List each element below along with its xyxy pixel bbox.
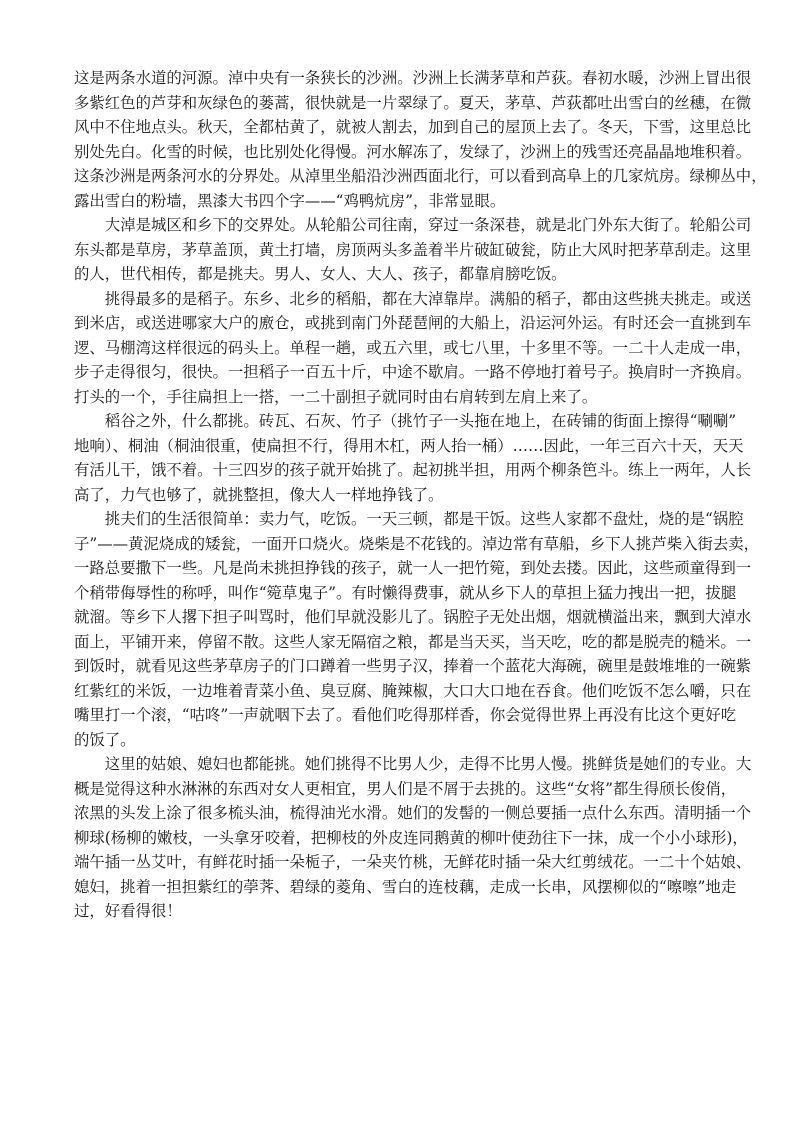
text-line: 别处先白。化雪的时候，也比别处化得慢。河水解冻了，发绿了，沙洲上的残雪还亮晶晶地堆积着。 [74,142,752,161]
text-line: 红紫红的米饭，一边堆着青菜小鱼、臭豆腐、腌辣椒，大口大口地在吞食。他们吃饭不怎么嚼，只在 [74,681,752,700]
document-page [74,66,767,924]
text-line: 这条沙洲是两条河水的分界处。从淖里坐船沿沙洲西面北行，可以看到高阜上的几家炕房。绿柳丛中， [74,167,767,185]
text-line: 逻、马棚湾这样很远的码头上。单程一趟，或五六里，或七八里，十多里不等。一二十人走成一串， [74,338,752,357]
text-line: 多紫红色的芦芽和灰绿色的蒌蒿，很快就是一片翠绿了。夏天，茅草、芦荻都吐出雪白的丝穗，在微 [74,93,752,112]
text-line: 到饭时，就看见这些茅草房子的门口蹲着一些男子汉，捧着一个蓝花大海碗，碗里是鼓堆堆的一碗紫 [74,657,752,675]
text-line: 概是觉得这种水淋淋的东西对女人更相宜，男人们是不屑于去挑的。这些“女将”都生得颀长俊俏， [74,779,737,798]
text-line: 东头都是草房，茅草盖顶，黄土打墙，房顶两头多盖着半片破缸破瓮，防止大风时把茅草刮走。这里 [74,240,752,259]
text-line: 这是两条水道的河源。淖中央有一条狭长的沙洲。沙洲上长满茅草和芦荻。春初水暖，沙洲上冒出很 [74,69,752,87]
text-line: 的饭了。 [74,730,136,749]
text-line: 步子走得很匀，很快。一担稻子一百五十斤，中途不歇肩。一路不停地打着号子。换肩时一齐换肩。 [74,363,752,381]
paragraph-3 [74,287,752,410]
paragraph-5 [74,507,760,752]
text-line: 过，好看得很！ [74,902,182,920]
text-line: 挑夫们的生活很简单：卖力气，吃饭。一天三顿，都是干饭。这些人家都不盘灶，烧的是“锅腔 [104,510,744,528]
text-line: 一路总要撒下一些。凡是尚未挑担挣钱的孩子，就一人一把竹箢，到处去搂。因此，这些顽童得到一 [74,559,752,577]
text-line: 这里的姑娘、媳妇也都能挑。她们挑得不比男人少，走得不比男人慢。挑鲜货是她们的专业。大 [104,755,752,773]
text-line: 露出雪白的粉墙，黑漆大书四个字——“鸡鸭炕房”，非常显眼。 [74,191,506,210]
text-line: 大淖是城区和乡下的交界处。从轮船公司往南，穿过一条深巷，就是北门外东大街了。轮船公司 [104,216,752,234]
text-line: 的人，世代相传，都是挑夫。男人、女人、大人、孩子，都靠肩膀吃饭。 [74,265,567,283]
text-line: 高了，力气也够了，就挑整担，像大人一样地挣钱了。 [74,485,444,504]
text-line: 到米店，或送进哪家大户的廒仓，或挑到南门外琵琶闸的大船上，沿运河外运。有时还会一直挑到车 [74,314,752,332]
text-line: 就溜。等乡下人撂下担子叫骂时，他们早就没影儿了。锅腔子无处出烟，烟就横溢出来，飘到大淖水 [74,608,752,626]
text-line: 打头的一个，手往扁担上一搭，一二十副担子就同时由右肩转到左肩上来了。 [74,387,598,406]
text-line: 子”——黄泥烧成的矮瓮，一面开口烧火。烧柴是不花钱的。淖边常有草船，乡下人挑芦柴入街去卖， [74,534,760,553]
text-line: 嘴里打一个滚，“咕咚”一声就咽下去了。看他们吃得那样香，你会觉得世界上再没有比这个更好吃 [74,706,737,724]
text-line: 地响）、桐油（桐油很重，使扁担不行，得用木杠，两人抬一桶）……因此，一年三百六十天，天天 [74,436,744,455]
text-line: 面上，平铺开来，停留不散。这些人家无隔宿之粮，都是当天买，当天吃，吃的都是脱壳的糙米。一 [74,632,752,651]
paragraph-4 [74,409,752,507]
text-line: 媳妇，挑着一担担紫红的荸荠、碧绿的菱角、雪白的连枝藕，走成一长串，风摆柳似的“嚓嚓”地走 [74,877,737,896]
text-line: 有活儿干，饿不着。十三四岁的孩子就开始挑了。起初挑半担，用两个柳条笆斗。练上一两年，人长 [74,461,752,479]
paragraph-6 [74,752,752,924]
text-line: 端午插一丛艾叶，有鲜花时插一朵栀子，一朵夹竹桃，无鲜花时插一朵大红剪绒花。一二十个姑娘、 [74,853,752,871]
text-line: 挑得最多的是稻子。东乡、北乡的稻船，都在大淖靠岸。满船的稻子，都由这些挑夫挑走。或送 [104,289,752,308]
text-line: 稻谷之外，什么都挑。砖瓦、石灰、竹子（挑竹子一头拖在地上，在砖铺的街面上擦得“唰唰” [104,412,737,430]
text-line: 个稍带侮辱性的称呼，叫作“箢草鬼子”。有时懒得费事，就从乡下人的草担上猛力拽出一把，拔腿 [74,583,737,602]
text-line: 风中不住地点头。秋天，全都枯黄了，就被人割去，加到自己的屋顶上去了。冬天，下雪，这里总比 [74,118,752,136]
text-line: 柳球(杨柳的嫩枝，一头拿牙咬着，把柳枝的外皮连同鹅黄的柳叶使劲往下一抹，成一个小小球形)， [74,828,748,847]
paragraph-2 [74,213,752,287]
paragraph-1 [74,66,767,213]
text-line: 浓黑的头发上涂了很多梳头油，梳得油光水滑。她们的发髻的一侧总要插一点什么东西。清明插一个 [74,804,752,822]
